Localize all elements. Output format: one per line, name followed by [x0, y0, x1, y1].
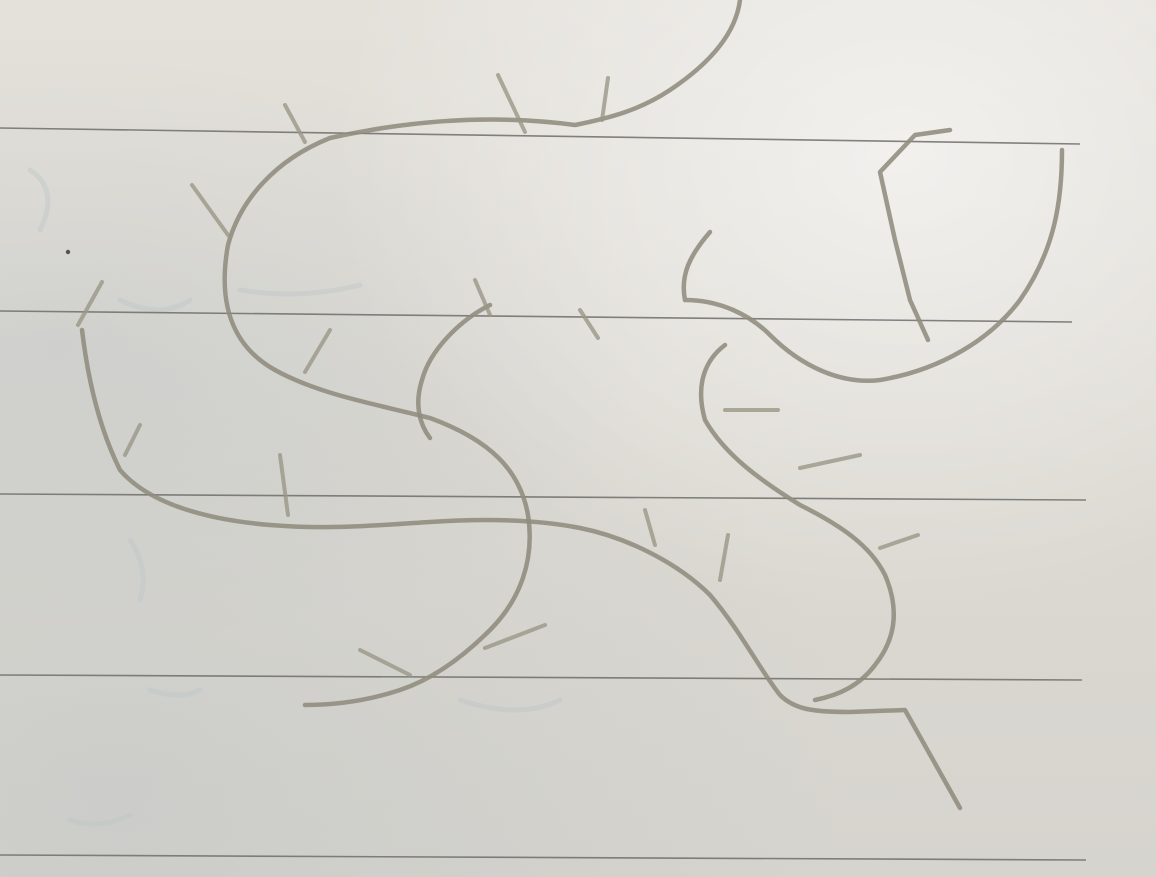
branch-top-arc: [225, 0, 740, 705]
branch-lower-left: [82, 330, 960, 808]
branch-right-lower: [701, 345, 894, 700]
right-curled-branch: [580, 130, 1062, 700]
s-shaped-branch: [192, 0, 740, 705]
ruled-line-2: [0, 311, 1072, 322]
lower-left-branch: [78, 282, 960, 808]
branch-right-angle: [880, 130, 950, 340]
branch-right-hook: [684, 150, 1062, 381]
ruled-lines: [0, 128, 1086, 860]
pencil-dot: [66, 250, 70, 254]
ruled-line-5: [0, 855, 1086, 860]
ruled-line-4: [0, 675, 1082, 680]
